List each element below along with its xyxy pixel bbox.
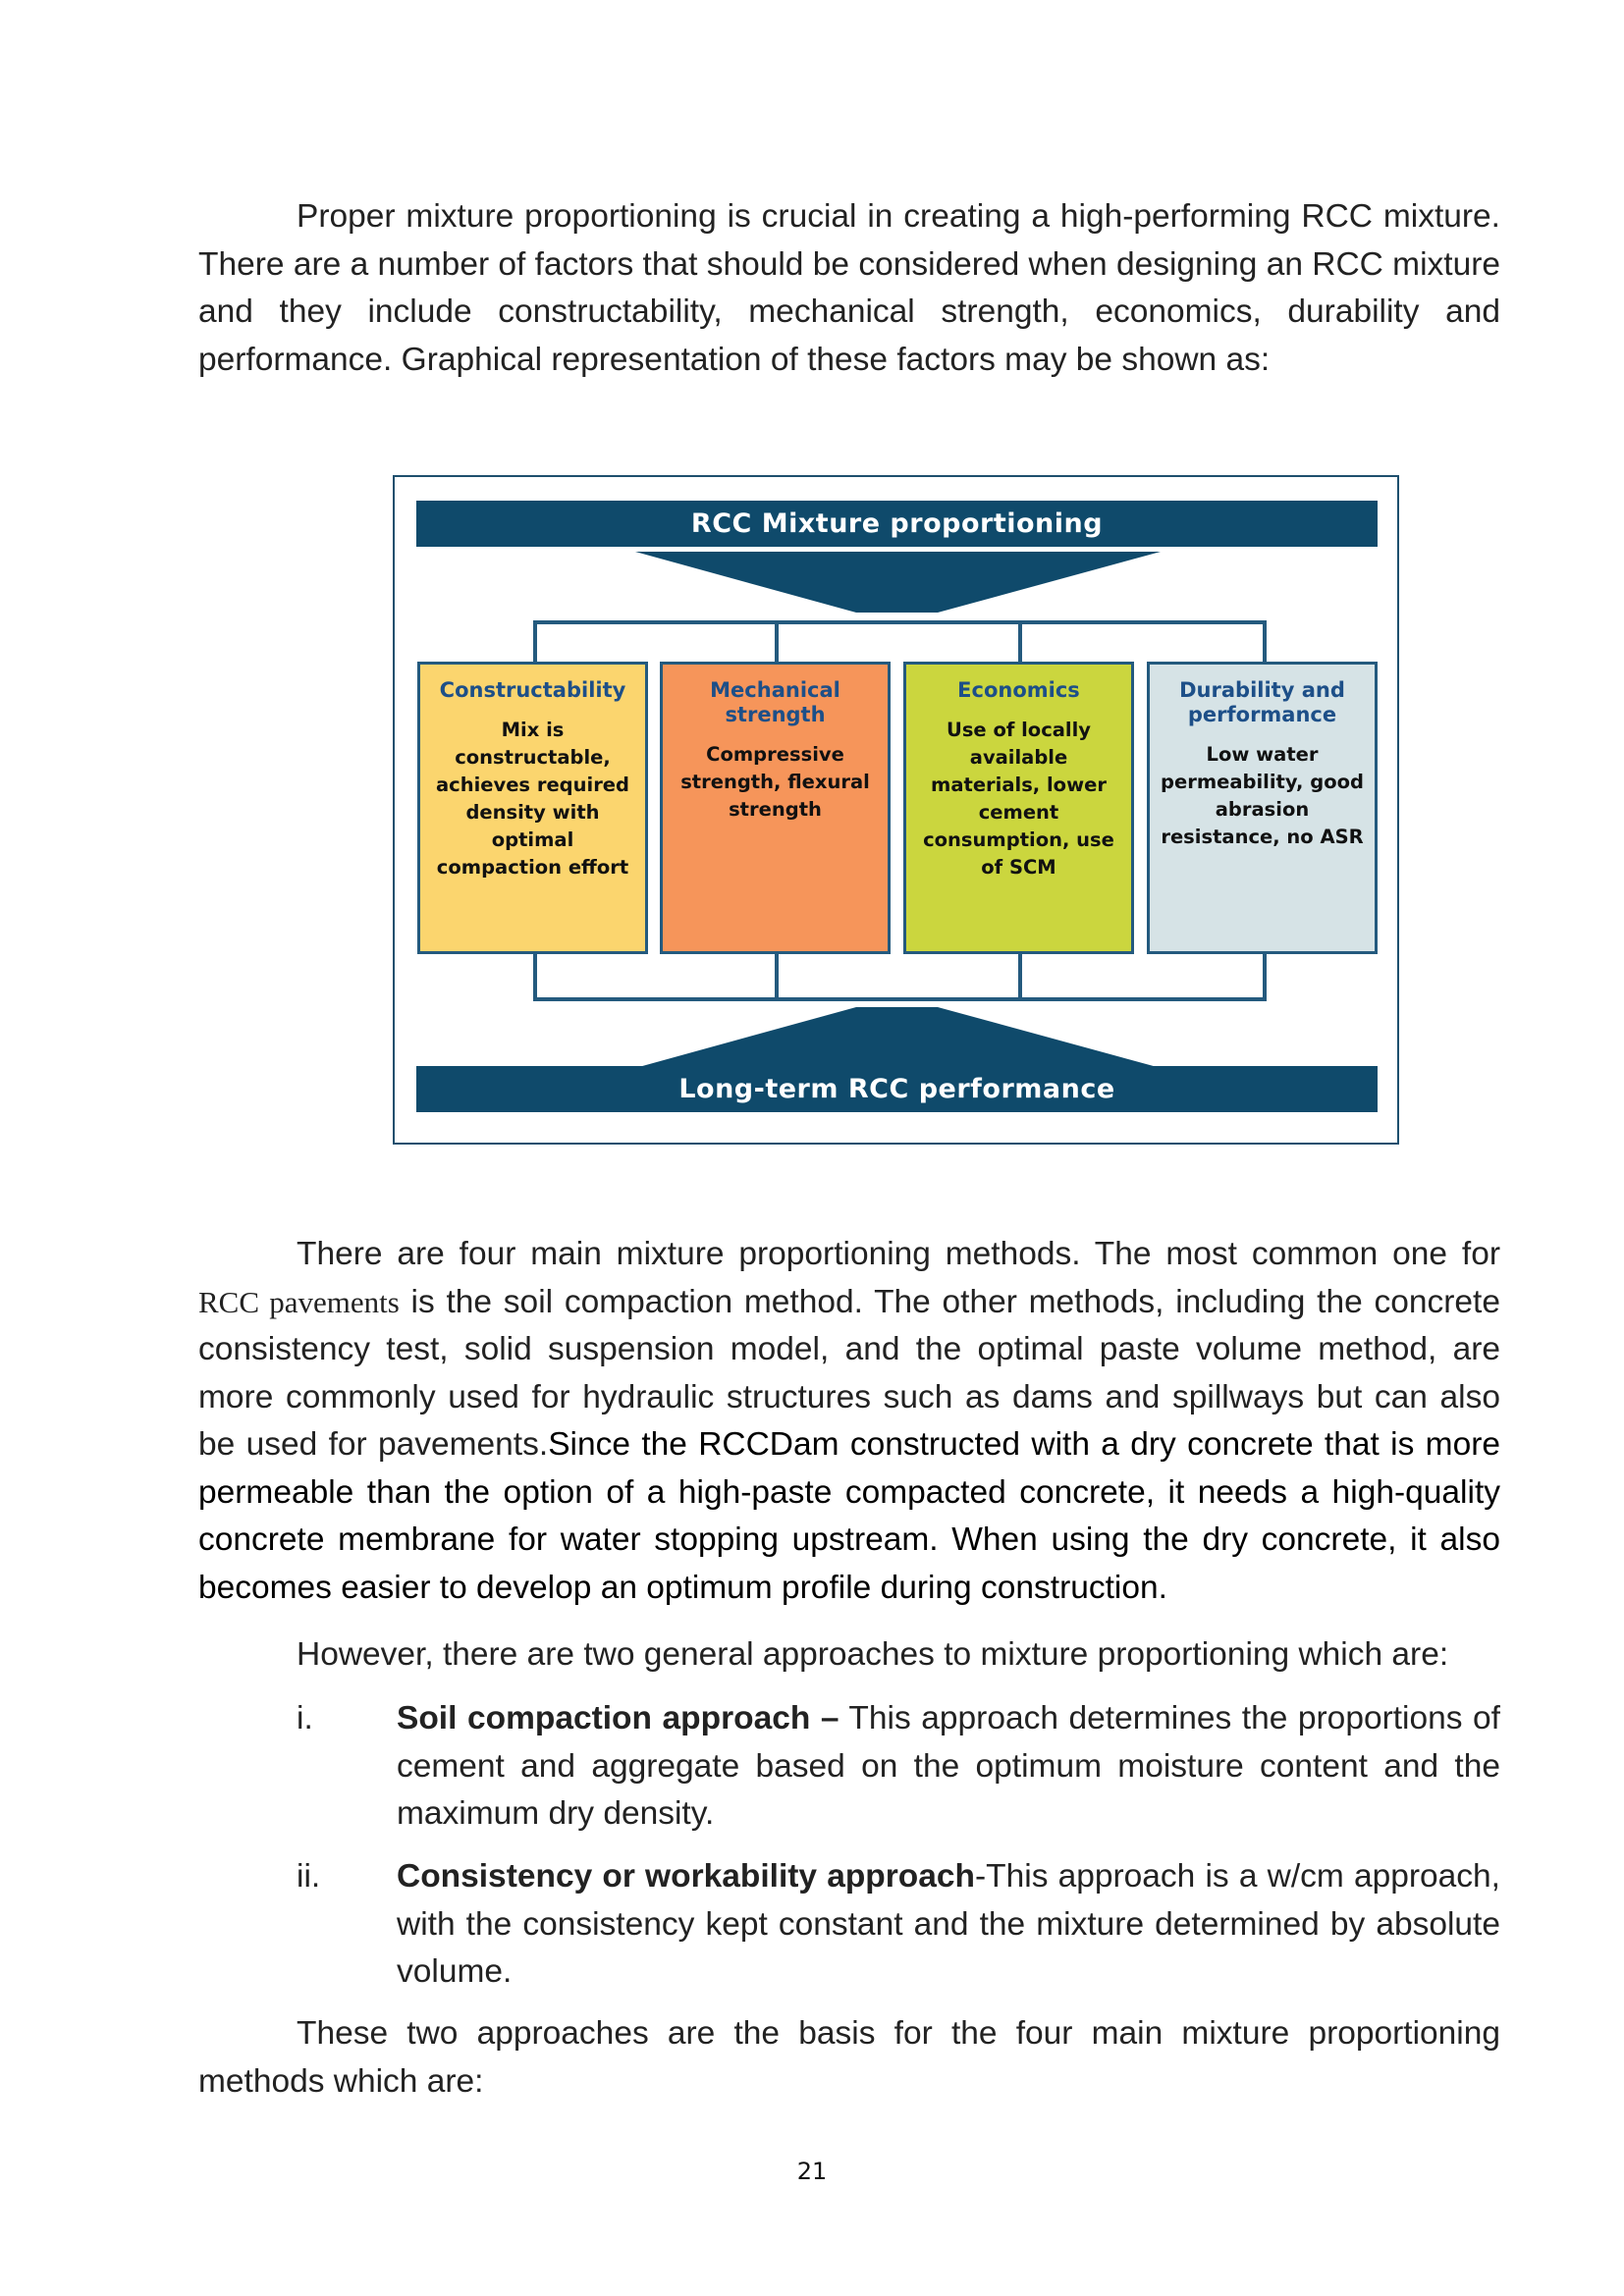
intro-paragraph: Proper mixture proportioning is crucial in creating a high-performing RCC mixture. There are a number of factors that should be considered when designing an RCC mixture and they include constructability, mechanical strength, economics, durability and performance. Graphical representation of these factors may be shown as:	[198, 198, 1500, 378]
methods-text-a: There are four main mixture proportioning methods. The most common one for	[297, 1236, 1500, 1272]
box-text: Compressive strength, flexural strength	[680, 743, 870, 821]
list-text: -This approach is a w/cm approach, with the consistency kept constant and the mixture determined by absolute volume.	[397, 1858, 1500, 1990]
page-number: 21	[796, 2158, 828, 2185]
top-banner: RCC Mixture proportioning	[416, 501, 1378, 547]
box-text: Mix is constructable, achieves required density with optimal compaction effort	[435, 719, 629, 879]
closing-paragraph: These two approaches are the basis for the four main mixture proportioning methods which are:	[198, 2015, 1500, 2100]
list-bold: Consistency or workability approach	[397, 1858, 975, 1895]
box-mechanical-strength	[660, 662, 891, 954]
methods-text-c: Since the RCCDam constructed with a dry concrete that is more permeable than the option of a high-paste compacted concrete, it needs a high-quality concrete membrane for water stopping upstream. When using the dry concrete, it also becomes easier to develop an optimum profile during construction.	[198, 1426, 1500, 1606]
down-arrow-icon	[635, 552, 1161, 613]
list-number: i.	[297, 1700, 313, 1736]
box-title: Mechanical strength	[710, 678, 840, 726]
rcc-factors-diagram	[393, 475, 1399, 1145]
box-text: Low water permeability, good abrasion resistance, no ASR	[1161, 743, 1364, 848]
box-title: Constructability	[439, 678, 626, 702]
box-text: Use of locally available materials, lower cement consumption, use of SCM	[923, 719, 1114, 879]
methods-text-b: is the soil compaction method. The other methods, including the concrete consistency test, solid suspension model, and the optimal paste volume method, are more commonly used for hydraulic structures such as dams and spillways but can also be used for pavements.	[198, 1283, 1500, 1463]
methods-text-serif: RCC pavements	[198, 1284, 400, 1319]
box-constructability	[417, 662, 648, 954]
approaches-intro: However, there are two general approaches to mixture proportioning which are:	[297, 1636, 1449, 1673]
list-bold: Soil compaction approach –	[397, 1700, 839, 1736]
list-text: This approach determines the proportions of cement and aggregate based on the optimum moisture content and the maximum dry density.	[397, 1700, 1500, 1832]
list-number: ii.	[297, 1858, 321, 1895]
box-title: Durability and performance	[1179, 678, 1345, 726]
list-body	[397, 1853, 1500, 1997]
box-economics	[903, 662, 1134, 954]
list-body	[397, 1695, 1500, 1839]
box-title: Economics	[957, 678, 1080, 702]
bottom-banner: Long-term RCC performance	[416, 1066, 1378, 1112]
up-arrow-icon	[635, 1007, 1161, 1068]
box-durability	[1147, 662, 1378, 954]
methods-paragraph	[198, 1231, 1500, 1612]
